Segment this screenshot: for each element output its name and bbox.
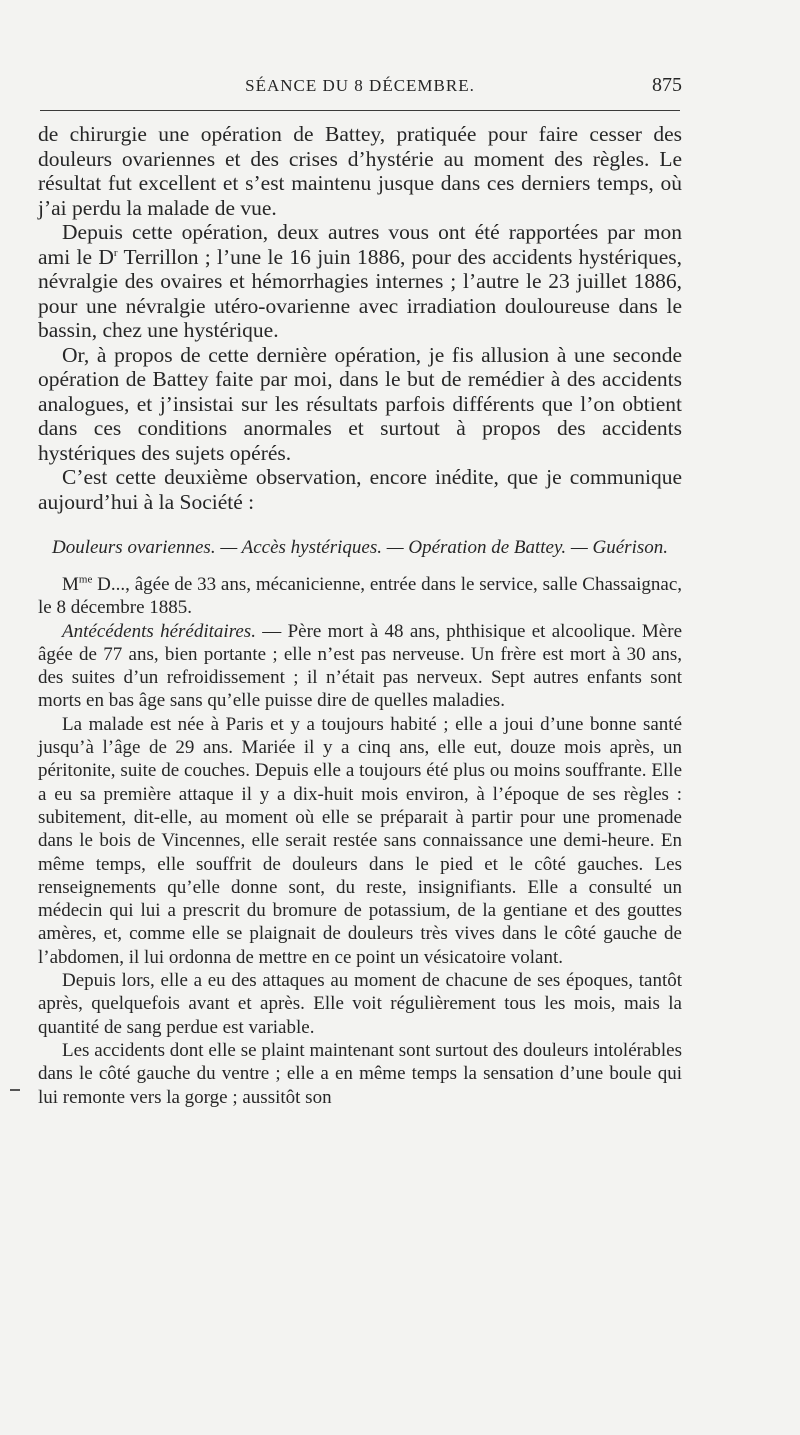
- main-text: [38, 122, 682, 514]
- madame-abbrev-sup: me: [78, 573, 93, 586]
- observation-text: [38, 573, 682, 1109]
- hereditary-heading: Antécédents héréditaires.: [62, 620, 256, 642]
- observation-paragraph-1: [38, 573, 682, 620]
- observation-paragraph-5: Les accidents dont elle se plaint maintenant sont surtout des douleurs intolérables dans le côté gauche du ventre ; elle a en même temps la sensation d’une boule qui lui remonte vers la gorge ; aussitôt son: [38, 1039, 682, 1108]
- observation-title: Douleurs ovariennes. — Accès hystériques. — Opération de Battey. — Guérison.: [51, 537, 668, 558]
- observation-paragraph-2-rest: — Père mort à 48 ans, phthisique et alcoolique. Mère âgée de 77 ans, bien portante ; elle n’est pas nerveuse. Un frère est mort à 30 ans, des suites d’un refroidissement ; il n’était pas nerveux. Sept autres enfants sont morts en bas âge sans qu’elle puisse dire de quelles maladies.: [38, 620, 682, 712]
- observation-paragraph-4: Depuis lors, elle a eu des attaques au moment de chacune de ses époques, tantôt après, quelquefois avant et après. Elle voit régulièrement tous les mois, mais la quantité de sang perdue est variable.: [38, 970, 682, 1038]
- header-rule: [40, 110, 680, 111]
- paragraph-4: C’est cette deuxième observation, encore inédite, que je communique aujourd’hui à la Société :: [38, 465, 682, 514]
- body-text: [38, 122, 682, 1109]
- observation-paragraph-3: La malade est née à Paris et y a toujours habité ; elle a joui d’une bonne santé jusqu’à l’âge de 29 ans. Mariée il y a cinq ans, elle eut, douze mois après, un péritonite, suite de couches. Depuis elle a toujours été plus ou moins souffrante. Elle a eu sa première attaque il y a dix-huit mois environ, à l’époque de ses règles : subitement, dit-elle, au moment où elle se préparait à partir pour une promenade dans le bois de Vincennes, elle serait restée sans connaissance une demi-heure. En même temps, elle souffrit de douleurs dans le pied et le côté gauches. Les renseignements qu’elle donne sont, du reste, insignifiants. Elle a consulté un médecin qui lui a prescrit du bromure de potassium, de la gentiane et des gouttes amères, et, comme elle se plaignait de douleurs très vives dans le côté gauche de l’abdomen, il lui ordonna de mettre en ce point un vésicatoire volant.: [38, 713, 682, 968]
- paragraph-2: [38, 220, 682, 343]
- doctor-abbrev-sup: r: [113, 246, 118, 259]
- running-title: SÉANCE DU 8 DÉCEMBRE.: [245, 76, 475, 95]
- paragraph-2-rest: Terrillon ; l’une le 16 juin 1886, pour des accidents hystériques, névralgie des ovaires et hémorrhagies internes ; l’autre le 23 juillet 1886, pour une névralgie utéro-ovarienne avec irradiation douloureuse dans le bassin, chez une hystérique.: [38, 244, 682, 342]
- observation-paragraph-2: [38, 620, 682, 713]
- paragraph-1: de chirurgie une opération de Battey, pratiquée pour faire cesser des douleurs ovariennes et des crises d’hystérie au moment des règles. Le résultat fut excellent et s’est maintenu jusque dans ces derniers temps, où j’ai perdu la malade de vue.: [38, 122, 682, 220]
- madame-abbrev: M: [62, 574, 79, 595]
- observation-paragraph-1-rest: D..., âgée de 33 ans, mécanicienne, entrée dans le service, salle Chassaignac, le 8 décembre 1885.: [38, 574, 682, 619]
- page-header: [38, 72, 682, 102]
- paragraph-2-start: Depuis cette opération, deux autres vous ont été rapportées par mon ami le D: [38, 220, 682, 269]
- margin-mark: [10, 1089, 20, 1091]
- paragraph-3: Or, à propos de cette dernière opération, je fis allusion à une seconde opération de Battey faite par moi, dans le but de remédier à des accidents analogues, et j’insistai sur les résultats parfois différents que l’on obtient dans ces conditions anormales et surtout à propos des accidents hystériques des sujets opérés.: [38, 342, 682, 465]
- page-number: 875: [652, 74, 682, 96]
